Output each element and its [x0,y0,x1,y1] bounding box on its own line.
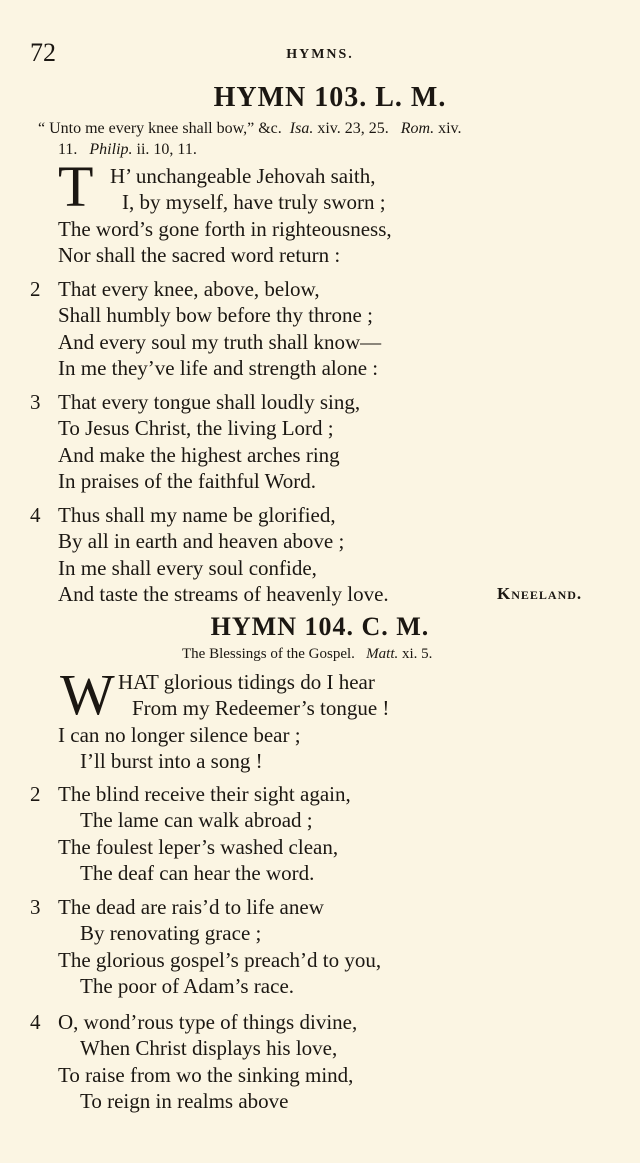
hymn-103-title: HYMN 103. L. M. [213,82,447,113]
verse-number: 3 [30,895,41,919]
hymn-104-line: The foulest leper’s washed clean, [58,835,339,859]
hymn-104-ref-loc: xi. 5. [402,646,433,662]
hymn-104-line: To raise from wo the sinking mind, [58,1063,354,1087]
hymn-103-epigraph [38,120,461,138]
verse-number: 4 [30,503,41,527]
hymn-104-line: I’ll burst into a song ! [80,749,263,773]
epigraph-ref-rom-loc: xiv. [438,120,462,137]
hymn-104-subtitle-text: The Blessings of the Gospel. [182,646,355,662]
hymn-104-line: The poor of Adam’s race. [80,974,295,998]
epigraph-ref-philip-loc: ii. 10, 11. [136,141,197,158]
hymn-103-line: That every knee, above, below, [58,277,320,301]
hymn-104-title: HYMN 104. C. M. [210,612,430,641]
epigraph-ref-philip: Philip. [89,141,133,158]
hymn-104-line: To reign in realms above [80,1089,289,1113]
hymn-103-line: The word’s gone forth in righteousness, [58,217,392,241]
hymn-103-line: And taste the streams of heavenly love. [58,582,389,606]
hymn-103-line: Thus shall my name be glorified, [58,503,336,527]
epigraph-ref-isa-loc: xiv. 23, 25. [317,120,389,137]
hymn-103-line: H’ unchangeable Jehovah saith, [110,164,376,188]
hymn-104-line: HAT glorious tidings do I hear [118,670,375,694]
verse-number: 4 [30,1010,41,1034]
hymn-104-line: The dead are rais’d to life anew [58,895,324,919]
epigraph-quote: “ Unto me every knee shall bow,” &c. [38,120,282,137]
hymn-103-author: Kneeland. [497,584,583,603]
hymn-104-line: The deaf can hear the word. [80,861,315,885]
page-number: 72 [30,38,56,67]
hymn-103-line: In praises of the faithful Word. [58,469,317,493]
hymn-103-line: That every tongue shall loudly sing, [58,390,361,414]
hymn-103-line: And make the highest arches ring [58,443,340,467]
epigraph-ref-isa: Isa. [289,120,314,137]
hymn-103-line: In me shall every soul confide, [58,556,317,580]
epigraph-ref-rom: Rom. [400,120,435,137]
hymn-103-drop-cap: T [58,154,94,219]
hymn-104-line: The blind receive their sight again, [58,782,351,806]
epigraph-ref-rom-cont: 11. [58,141,78,158]
hymn-104-line: I can no longer silence bear ; [58,723,301,747]
hymn-104-line: From my Redeemer’s tongue ! [132,696,390,720]
hymn-103-line: By all in earth and heaven above ; [58,529,345,553]
hymn-104-ref: Matt. [366,646,399,662]
hymn-104-drop-cap: W [60,662,115,727]
hymn-104-line: By renovating grace ; [80,921,262,945]
hymn-103-line: To Jesus Christ, the living Lord ; [58,416,334,440]
hymn-103-line: Nor shall the sacred word return : [58,243,341,267]
verse-number: 2 [30,782,41,806]
hymn-103-line: And every soul my truth shall know— [58,330,382,354]
running-head: HYMNS. [286,47,354,62]
hymn-104-line: When Christ displays his love, [80,1036,338,1060]
hymn-103-line: In me they’ve life and strength alone : [58,356,379,380]
verse-number: 3 [30,390,41,414]
hymn-104-line: The lame can walk abroad ; [80,808,313,832]
hymn-104-subtitle [182,646,432,663]
hymn-104-line: O, wond’rous type of things divine, [58,1010,358,1034]
verse-number: 2 [30,277,41,301]
hymn-103-line: I, by myself, have truly sworn ; [122,190,386,214]
hymn-104-line: The glorious gospel’s preach’d to you, [58,948,382,972]
hymn-103-line: Shall humbly bow before thy throne ; [58,303,373,327]
